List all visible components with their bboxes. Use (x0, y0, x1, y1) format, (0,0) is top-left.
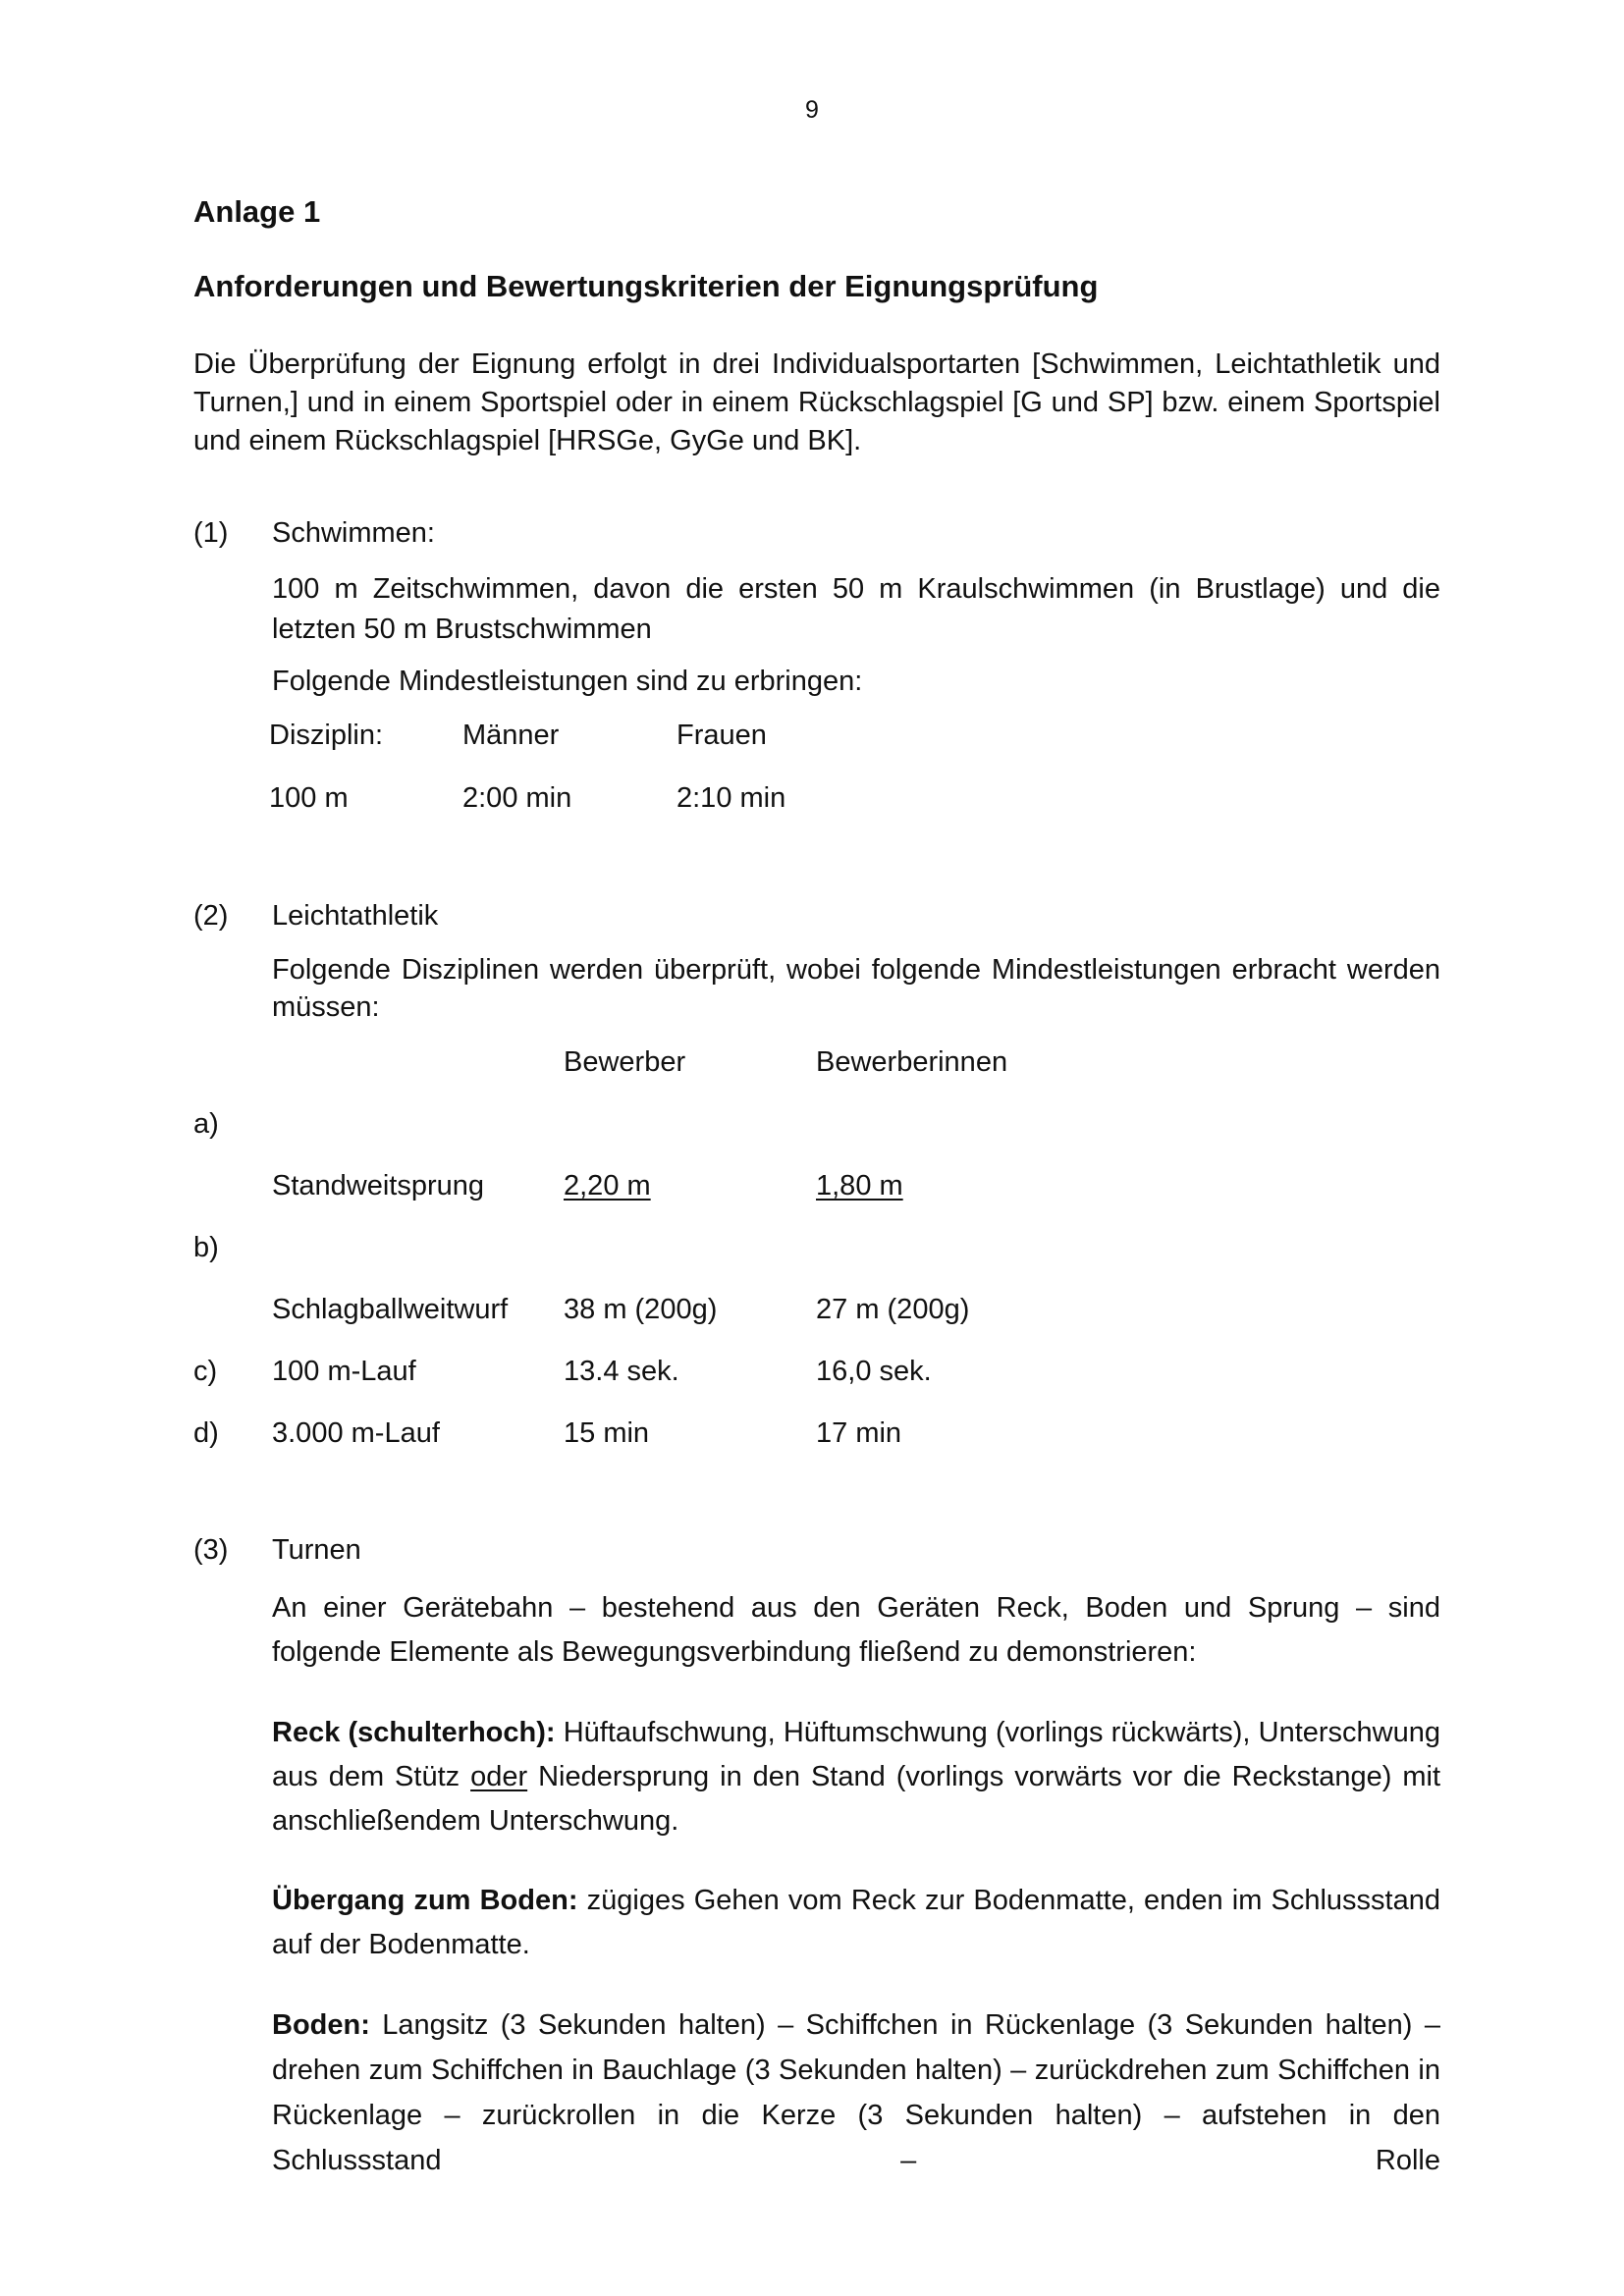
athletics-men-d: 15 min (564, 1417, 650, 1449)
athletics-men-a-value: 2,20 m (564, 1170, 651, 1201)
swimming-header-discipline: Disziplin: (269, 720, 384, 751)
page-number: 9 (805, 96, 819, 124)
reck-text-2: Niedersprung in den Stand (vorlings vorwärts vor die Reckstange) mit anschließendem Unterschwung. (272, 1761, 1440, 1837)
athletics-discipline-c: 100 m-Lauf (272, 1356, 416, 1387)
swimming-header-men: Männer (462, 720, 560, 751)
section-number-swimming: (1) (193, 517, 229, 549)
athletics-letter-b: b) (193, 1232, 219, 1263)
section-number-gymnastics: (3) (193, 1534, 229, 1566)
swimming-description: 100 m Zeitschwimmen, davon die ersten 50 m Kraulschwimmen (in Brustlage) und die letzten 50 m Brustschwimmen (272, 573, 1440, 645)
athletics-letter-c: c) (193, 1356, 218, 1387)
swimming-cell-men: 2:00 min (462, 782, 572, 814)
floor-label: Boden: (272, 2009, 370, 2041)
athletics-letter-d: d) (193, 1417, 219, 1449)
gymnastics-title: Turnen (272, 1534, 361, 1566)
athletics-women-b: 27 m (200g) (816, 1294, 970, 1325)
athletics-women-a (816, 1170, 903, 1202)
athletics-title: Leichtathletik (272, 900, 439, 932)
swimming-cell-discipline: 100 m (269, 782, 349, 814)
athletics-description: Folgende Disziplinen werden überprüft, wobei folgende Mindestleistungen erbracht werden müssen: (272, 954, 1440, 1023)
section-number-athletics: (2) (193, 900, 229, 932)
section-subtitle: Anforderungen und Bewertungskriterien der Eignungsprüfung (193, 269, 1099, 303)
swimming-title: Schwimmen: (272, 517, 435, 549)
transition-text: zügiges Gehen vom Reck zur Bodenmatte, enden im Schlussstand auf der Bodenmatte. (272, 1885, 1440, 1960)
athletics-women-a-value: 1,80 m (816, 1170, 903, 1201)
athletics-letter-a: a) (193, 1108, 219, 1140)
page-title: Anlage 1 (193, 194, 321, 229)
transition-paragraph (272, 1879, 1440, 1967)
floor-text: Langsitz (3 Sekunden halten) – Schiffchen in Rückenlage (3 Sekunden halten) – drehen zum Schiffchen in Bauchlage (3 Sekunden halten) – zurückdrehen zum Schiffchen in Rückenlage – zurückrollen in die Kerze (3 Sekunden halten) – aufstehen in den Schlussstand – Rolle (272, 2009, 1440, 2176)
transition-label: Übergang zum Boden: (272, 1885, 578, 1916)
athletics-discipline-d: 3.000 m-Lauf (272, 1417, 440, 1449)
floor-paragraph (272, 2002, 1440, 2183)
athletics-discipline-a: Standweitsprung (272, 1170, 485, 1201)
athletics-men-c: 13.4 sek. (564, 1356, 679, 1387)
athletics-women-c: 16,0 sek. (816, 1356, 932, 1387)
athletics-header-men: Bewerber (564, 1046, 686, 1078)
intro-paragraph: Die Überprüfung der Eignung erfolgt in drei Individualsportarten [Schwimmen, Leichtathletik und Turnen,] und in einem Sportspiel oder in einem Rückschlagspiel [G und SP] bzw. einem Sportspiel und einem Rückschlagspiel [HRSGe, GyGe und BK]. (193, 348, 1440, 456)
swimming-requirement: Folgende Mindestleistungen sind zu erbringen: (272, 666, 863, 697)
swimming-cell-women: 2:10 min (677, 782, 786, 814)
reck-paragraph (272, 1711, 1440, 1843)
athletics-women-d: 17 min (816, 1417, 902, 1449)
reck-oder: oder (470, 1761, 528, 1792)
athletics-discipline-b: Schlagballweitwurf (272, 1294, 509, 1325)
athletics-men-b: 38 m (200g) (564, 1294, 718, 1325)
swimming-header-women: Frauen (677, 720, 767, 751)
athletics-header-women: Bewerberinnen (816, 1046, 1008, 1078)
reck-label: Reck (schulterhoch): (272, 1717, 556, 1748)
gymnastics-description: An einer Gerätebahn – bestehend aus den Geräten Reck, Boden und Sprung – sind folgende Elemente als Bewegungsverbindung fließend zu demonstrieren: (272, 1592, 1440, 1668)
reck-text-1: Hüftaufschwung, Hüftumschwung (vorlings rückwärts), Unterschwung aus dem Stütz (272, 1717, 1440, 1792)
athletics-men-a (564, 1170, 651, 1202)
